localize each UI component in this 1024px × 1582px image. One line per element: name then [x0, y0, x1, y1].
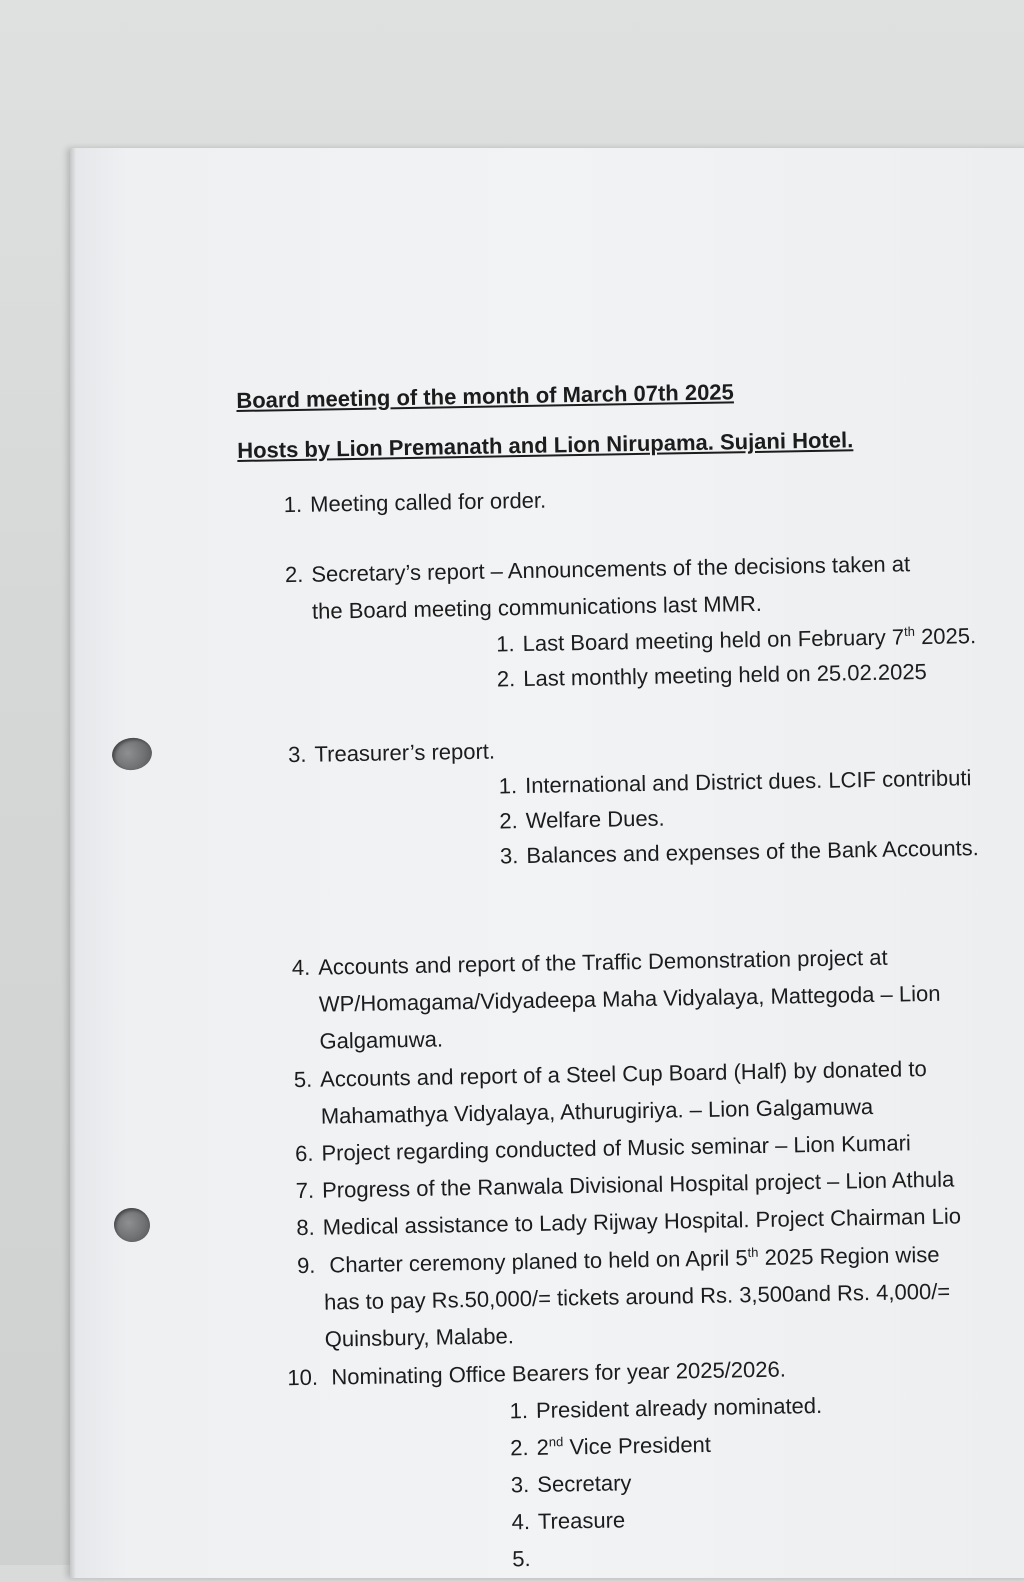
list-number: 4. — [511, 1509, 531, 1535]
list-number: 3. — [287, 741, 307, 768]
list-text: Last monthly meeting held on 25.02.2025 — [523, 658, 928, 692]
list-text: WP/Homagama/Vidyadeepa Maha Vidyalaya, Mattegoda – Lion — [318, 980, 941, 1017]
list-text: Quinsbury, Malabe. — [324, 1323, 515, 1352]
document-subtitle: Hosts by Lion Premanath and Lion Nirupama. Sujani Hotel. — [236, 427, 854, 463]
list-number: 9. — [296, 1252, 316, 1279]
list-number: 3. — [510, 1472, 530, 1498]
list-number: 1. — [496, 631, 515, 657]
list-text: 2025 Region wise — [758, 1241, 940, 1271]
superscript: th — [747, 1244, 759, 1260]
list-number: 1. — [509, 1398, 529, 1424]
list-number: 1. — [498, 773, 518, 799]
list-number: 10. — [287, 1364, 319, 1391]
list-text: 2 — [536, 1434, 550, 1460]
list-text: Accounts and report of a Steel Cup Board (Half) by donated to — [319, 1056, 927, 1092]
list-text: Nominating Office Bearers for year 2025/2026. — [331, 1356, 787, 1390]
list-text: Secretary — [537, 1470, 632, 1497]
list-number: 6. — [294, 1140, 314, 1167]
paper-edge — [70, 148, 76, 1578]
list-text: Galgamuwa. — [319, 1026, 444, 1054]
list-text: Medical assistance to Lady Rijway Hospital. Project Chairman Lio — [322, 1203, 962, 1240]
superscript: nd — [548, 1434, 564, 1450]
list-text: 2025. — [914, 623, 977, 650]
list-text: International and District dues. LCIF contributi — [524, 765, 972, 799]
superscript: th — [903, 623, 915, 640]
list-number: 1. — [283, 491, 303, 518]
list-number: 2. — [284, 561, 304, 588]
list-text: Progress of the Ranwala Divisional Hospital project – Lion Athula — [321, 1166, 955, 1203]
punch-hole — [111, 1205, 152, 1245]
list-text: the Board meeting communications last MMR. — [311, 590, 763, 624]
list-text: Project regarding conducted of Music seminar – Lion Kumari — [321, 1130, 912, 1166]
list-text: Mahamathya Vidyalaya, Athurugiriya. – Lion Galgamuwa — [320, 1093, 874, 1129]
list-number: 5. — [512, 1546, 531, 1572]
list-text: Treasurer’s report. — [314, 738, 496, 767]
list-text: Treasure — [537, 1507, 626, 1534]
list-number: 2. — [510, 1435, 529, 1461]
list-text: President already nominated. — [535, 1392, 823, 1423]
list-number: 5. — [293, 1066, 313, 1093]
list-number: 7. — [295, 1177, 315, 1204]
list-text: Accounts and report of the Traffic Demonstration project at — [318, 944, 888, 980]
list-text: has to pay Rs.50,000/= tickets around Rs. 3,500and Rs. 4,000/= — [323, 1278, 951, 1315]
document-title: Board meeting of the month of March 07th 2025 — [236, 379, 734, 413]
list-text: Vice President — [563, 1431, 712, 1460]
list-text: Welfare Dues. — [525, 805, 665, 834]
list-number: 8. — [296, 1214, 315, 1241]
list-text: Last Board meeting held on February 7 — [522, 624, 905, 657]
list-number: 3. — [499, 843, 519, 869]
punch-hole — [110, 735, 154, 772]
list-number: 2. — [499, 808, 518, 834]
list-text: Secretary’s report – Announcements of the decisions taken at — [311, 551, 911, 587]
list-text: Charter ceremony planed to held on April 5 — [329, 1245, 748, 1278]
list-text: Balances and expenses of the Bank Accounts. — [526, 835, 979, 869]
list-text: Meeting called for order. — [309, 487, 547, 517]
list-number: 4. — [291, 954, 311, 981]
list-number: 2. — [496, 666, 516, 692]
